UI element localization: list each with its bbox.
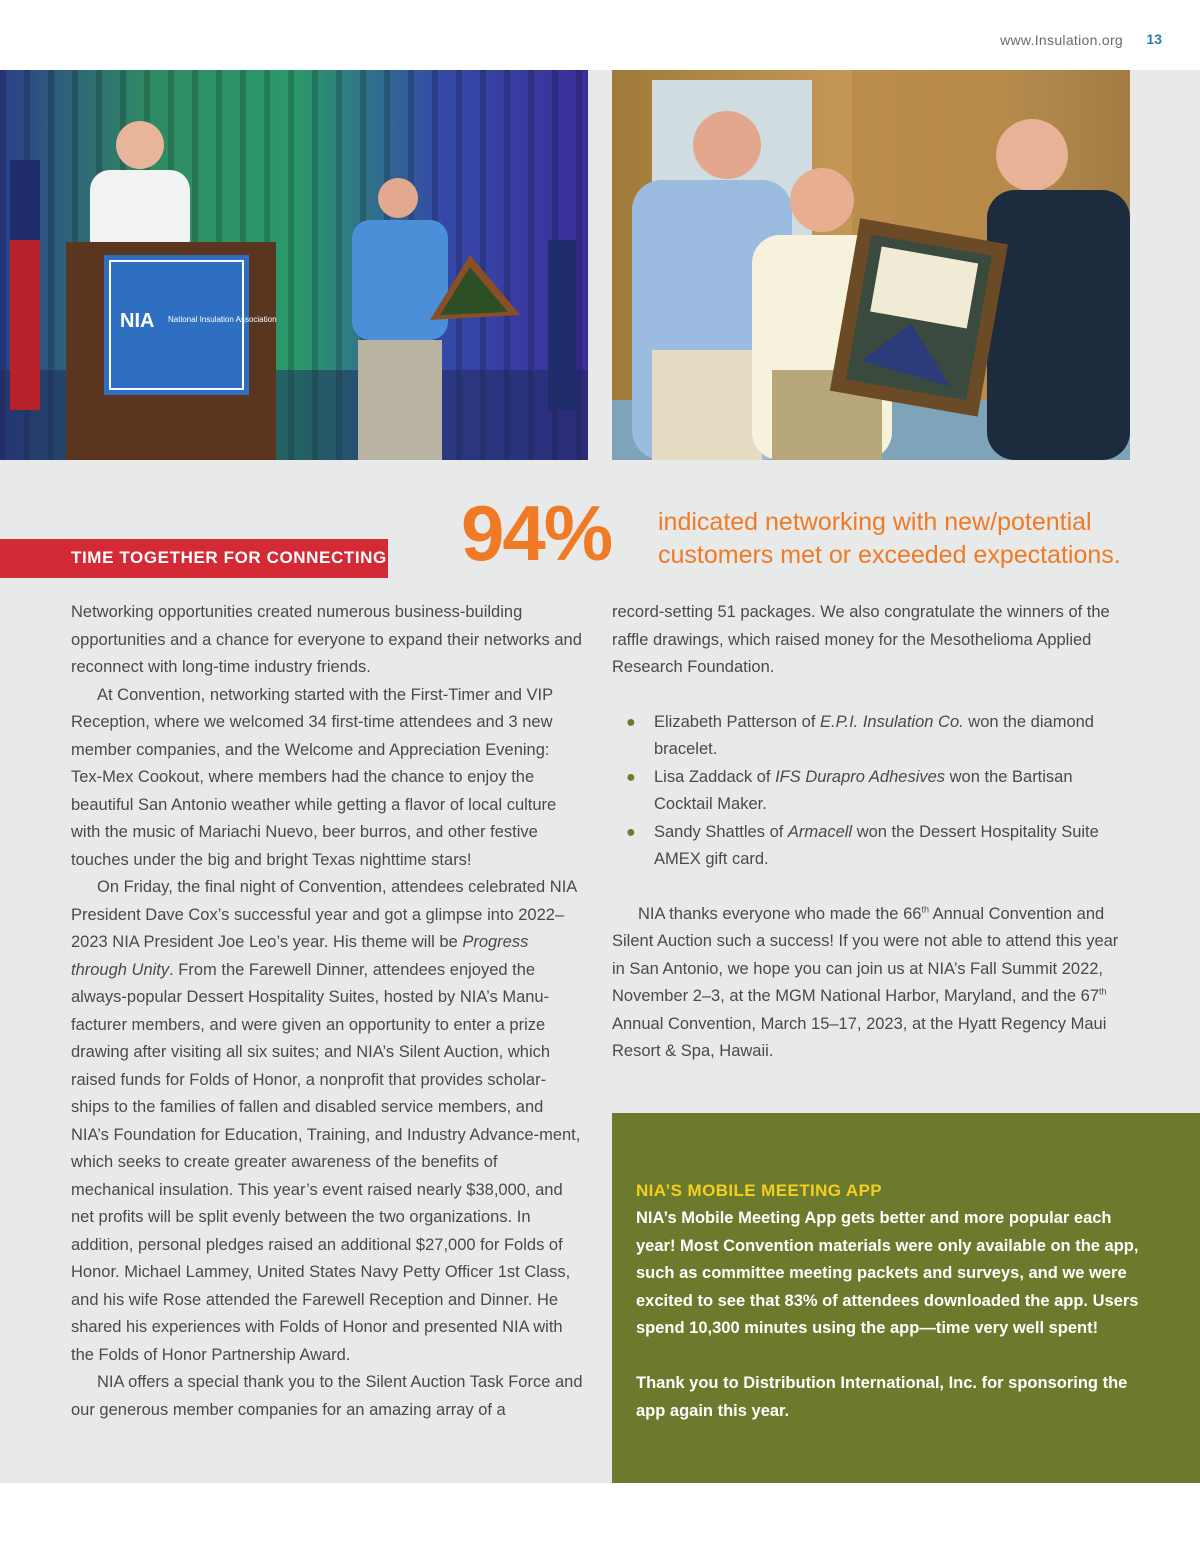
raffle-winners-list	[612, 709, 1132, 874]
paragraph	[71, 874, 583, 1369]
paragraph: Thank you to Distribution International, Inc. for sponsoring the app again this year.	[636, 1374, 1128, 1420]
section-label: TIME TOGETHER FOR CONNECTING	[0, 539, 388, 578]
article-column-left	[71, 599, 583, 1424]
sidebar-body	[636, 1205, 1150, 1425]
bullet-icon: ●	[626, 768, 636, 786]
mobile-app-sidebar	[612, 1113, 1200, 1483]
paragraph: Networking opportunities created numerous business-building opportunities and a chance for everyone to expand their networks and reconnect with long-time industry friends.	[71, 603, 582, 676]
company-name: IFS Durapro Adhesives	[775, 767, 946, 786]
paragraph-text: On Friday, the final night of Convention, attendees celebrated NIA President Dave Cox’s successful year and got a glimpse into 2022–2023 NIA President Joe Leo’s year. His theme will be	[71, 878, 577, 951]
paragraph: NIA offers a special thank you to the Silent Auction Task Force and our generous member companies for an amazing array of a	[71, 1373, 583, 1419]
paragraph-text: . From the Farewell Dinner, attendees enjoyed the always-popular Dessert Hospitality Suites, hosted by NIA’s Manu-facturer members, and were given an opportunity to enter a prize drawing after visiting all six suites; and NIA’s Silent Auction, which raised funds for Folds of Honor, a nonprofit that provides scholar-ships to the families of fallen and disabled service members, and NIA’s Foundation for Education, Training, and Industry Advance-ment, which seeks to create greater awareness of the benefits of mechanical insulation. This year’s event raised nearly $38,000, and net profits will be split evenly between the two organizations. In addition, personal pledges raised an additional $27,000 for Folds of Honor. Michael Lammey, United States Navy Petty Officer 1st Class, and his wife Rose attended the Farewell Reception and Dinner. He shared his experiences with Folds of Honor and presented NIA with the Folds of Honor Partnership Award.	[71, 960, 581, 1364]
podium-logo-text: NIA	[120, 310, 155, 332]
bullet-icon: ●	[626, 823, 636, 841]
article-column-right	[612, 599, 1132, 1066]
list-item: ● Lisa Zaddack of IFS Durapro Adhesives won the Bartisan Cocktail Maker.	[612, 764, 1132, 819]
photo-podium-presentation	[0, 70, 588, 460]
bullet-icon: ●	[626, 713, 636, 731]
stat-percentage: 94%	[461, 489, 612, 577]
company-name: E.P.I. Insulation Co.	[820, 712, 964, 731]
page-number: 13	[1146, 31, 1162, 47]
sidebar-title: NIA’S MOBILE MEETING APP	[636, 1181, 883, 1200]
paragraph: NIA thanks everyone who made the 66th Annual Convention and Silent Auction such a success! If you were not able to attend this year in San Antonio, we hope you can join us at NIA’s Fall Summit 2022, November 2–3, at the MGM National Harbor, Maryland, and the 67th Annual Convention, March 15–17, 2023, at the Hyatt Regency Maui Resort & Spa, Hawaii.	[612, 904, 1119, 1060]
paragraph: At Convention, networking started with the First-Timer and VIP Reception, where we welcomed 34 first-time attendees and 3 new member companies, and the Welcome and Appreciation Evening: Tex-Mex Cookout, where members had the chance to enjoy the beautiful San Antonio weather while getting a flavor of local culture with the music of Mariachi Nuevo, beer burros, and other festive touches under the big and bright Texas nighttime stars!	[71, 685, 557, 869]
photo-award-group	[612, 70, 1130, 460]
list-item: ● Elizabeth Patterson of E.P.I. Insulation Co. won the diamond bracelet.	[612, 709, 1132, 764]
paragraph: record-setting 51 packages. We also congratulate the winners of the raffle drawings, which raised money for the Mesothelioma Applied Research Foundation.	[612, 603, 1110, 676]
paragraph: NIA’s Mobile Meeting App gets better and more popular each year! Most Convention materials were only available on the app, such as committee meeting packets and surveys, and we were excited to see that 83% of attendees downloaded the app. Users spend 10,300 minutes using the app—time very well spent!	[636, 1209, 1139, 1337]
podium-logo-sub: National Insulation Association	[168, 315, 277, 324]
header-url: www.Insulation.org	[1000, 32, 1123, 48]
theme-title: Progress through Unity	[71, 933, 529, 979]
stat-description: indicated networking with new/potential customers met or exceeded expectations.	[658, 508, 1121, 569]
list-item: ● Sandy Shattles of Armacell won the Dessert Hospitality Suite AMEX gift card.	[612, 819, 1132, 874]
company-name: Armacell	[787, 822, 853, 841]
